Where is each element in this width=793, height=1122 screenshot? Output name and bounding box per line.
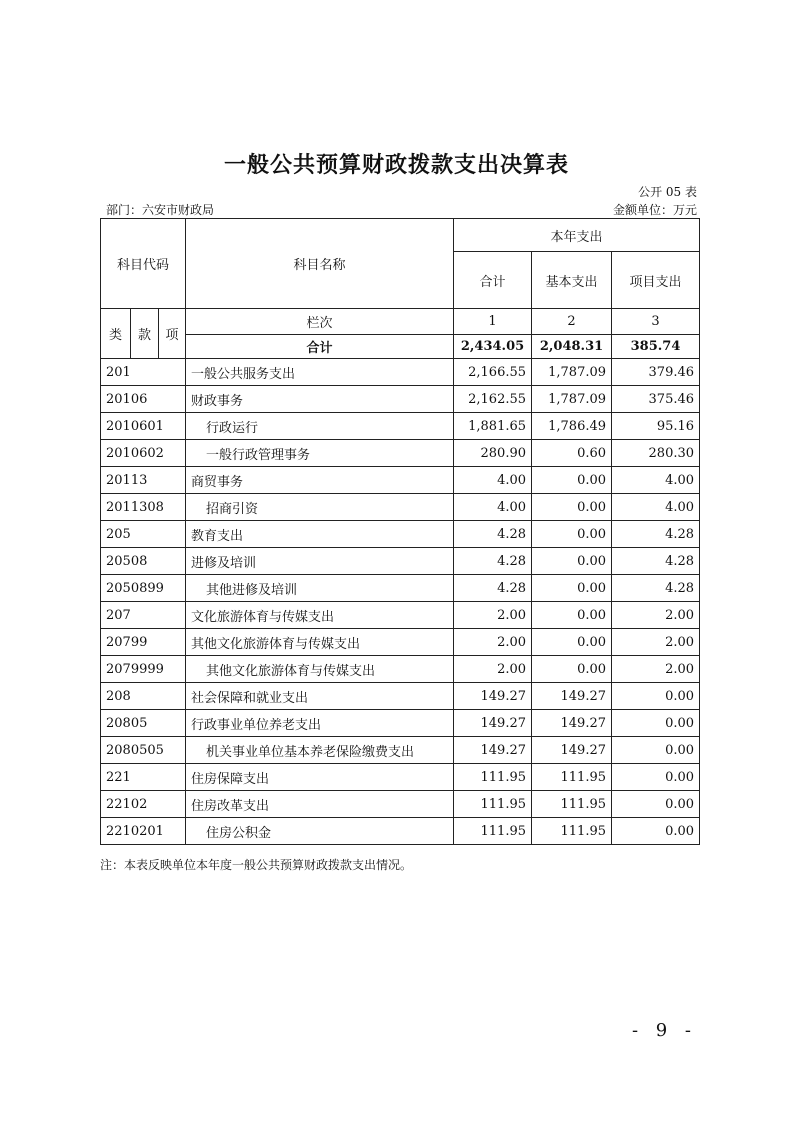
row-basic: 1,787.09 [532,359,612,386]
table-row [101,521,700,548]
header-col2: 2 [532,309,612,335]
row-total: 4.00 [454,467,532,494]
row-name: 其他进修及培训 [186,575,454,602]
table-row [101,494,700,521]
row-basic: 0.00 [532,521,612,548]
row-code: 20799 [101,629,186,656]
row-project: 4.28 [612,575,700,602]
row-basic: 1,787.09 [532,386,612,413]
row-code: 2050899 [101,575,186,602]
page-title: 一般公共预算财政拨款支出决算表 [223,153,569,178]
row-basic: 0.00 [532,548,612,575]
table-row [101,413,700,440]
row-total: 111.95 [454,764,532,791]
table-row [101,359,700,386]
row-total: 111.95 [454,818,532,845]
row-basic: 0.00 [532,602,612,629]
row-basic: 149.27 [532,737,612,764]
row-total: 1,881.65 [454,413,532,440]
header-total: 合计 [454,252,532,309]
amount-unit-label: 金额单位：万元 [612,203,697,217]
row-basic: 1,786.49 [532,413,612,440]
row-code: 221 [101,764,186,791]
row-project: 0.00 [612,818,700,845]
row-basic: 0.00 [532,575,612,602]
row-project: 4.00 [612,467,700,494]
row-total: 2.00 [454,629,532,656]
row-project: 375.46 [612,386,700,413]
row-name: 住房改革支出 [186,791,454,818]
row-name: 招商引资 [186,494,454,521]
row-basic: 149.27 [532,710,612,737]
row-total: 149.27 [454,737,532,764]
row-name: 教育支出 [186,521,454,548]
row-total: 111.95 [454,791,532,818]
row-total: 149.27 [454,710,532,737]
row-project: 95.16 [612,413,700,440]
row-code: 22102 [101,791,186,818]
row-total: 2,166.55 [454,359,532,386]
row-name: 机关事业单位基本养老保险缴费支出 [186,737,454,764]
row-project: 4.28 [612,521,700,548]
row-name: 社会保障和就业支出 [186,683,454,710]
table-row [101,737,700,764]
row-name: 其他文化旅游体育与传媒支出 [186,629,454,656]
row-total: 149.27 [454,683,532,710]
row-project: 379.46 [612,359,700,386]
table-header [101,219,700,359]
row-name: 进修及培训 [186,548,454,575]
row-total: 4.28 [454,548,532,575]
row-basic: 0.00 [532,629,612,656]
row-total: 4.28 [454,521,532,548]
header-current-year: 本年支出 [454,219,700,252]
sum-label: 合计 [186,335,454,359]
table-row [101,575,700,602]
row-project: 0.00 [612,737,700,764]
table-note: 注：本表反映单位本年度一般公共预算财政拨款支出情况。 [100,858,413,872]
table-row [101,602,700,629]
row-basic: 111.95 [532,818,612,845]
row-name: 一般行政管理事务 [186,440,454,467]
row-code: 20113 [101,467,186,494]
row-name: 行政事业单位养老支出 [186,710,454,737]
row-name: 财政事务 [186,386,454,413]
table-row [101,548,700,575]
page-number: - 9 - [631,1020,697,1041]
header-xiang: 项 [159,309,186,359]
table-row [101,818,700,845]
form-number: 公开 05 表 [638,185,697,199]
row-project: 0.00 [612,710,700,737]
row-basic: 0.00 [532,494,612,521]
row-code: 2079999 [101,656,186,683]
row-project: 2.00 [612,629,700,656]
row-code: 20508 [101,548,186,575]
row-code: 201 [101,359,186,386]
row-project: 0.00 [612,764,700,791]
header-lei: 类 [101,309,131,359]
row-project: 280.30 [612,440,700,467]
table-row [101,710,700,737]
row-total: 4.28 [454,575,532,602]
row-name: 住房公积金 [186,818,454,845]
row-code: 20106 [101,386,186,413]
row-total: 2.00 [454,602,532,629]
table-row [101,440,700,467]
row-basic: 111.95 [532,764,612,791]
expenditure-table [100,218,700,845]
row-name: 其他文化旅游体育与传媒支出 [186,656,454,683]
row-code: 2010602 [101,440,186,467]
sum-project: 385.74 [612,335,700,359]
table-row [101,386,700,413]
table-row [101,629,700,656]
table-row [101,791,700,818]
row-project: 0.00 [612,791,700,818]
header-name: 科目名称 [186,219,454,309]
header-kuan: 款 [131,309,159,359]
row-code: 2210201 [101,818,186,845]
row-basic: 0.00 [532,656,612,683]
table-body [101,359,700,845]
row-name: 文化旅游体育与传媒支出 [186,602,454,629]
row-total: 280.90 [454,440,532,467]
row-basic: 149.27 [532,683,612,710]
sum-basic: 2,048.31 [532,335,612,359]
row-project: 4.28 [612,548,700,575]
department-label: 部门：六安市财政局 [106,203,215,217]
row-basic: 0.60 [532,440,612,467]
row-code: 20805 [101,710,186,737]
header-column-label: 栏次 [186,309,454,335]
row-code: 207 [101,602,186,629]
header-col3: 3 [612,309,700,335]
row-name: 一般公共服务支出 [186,359,454,386]
header-basic: 基本支出 [532,252,612,309]
row-code: 205 [101,521,186,548]
row-total: 2,162.55 [454,386,532,413]
row-basic: 0.00 [532,467,612,494]
row-project: 0.00 [612,683,700,710]
row-name: 行政运行 [186,413,454,440]
row-name: 住房保障支出 [186,764,454,791]
row-code: 2080505 [101,737,186,764]
row-project: 2.00 [612,656,700,683]
header-col1: 1 [454,309,532,335]
row-basic: 111.95 [532,791,612,818]
header-project: 项目支出 [612,252,700,309]
row-project: 2.00 [612,602,700,629]
row-total: 4.00 [454,494,532,521]
row-code: 208 [101,683,186,710]
table-row [101,656,700,683]
row-name: 商贸事务 [186,467,454,494]
table-row [101,764,700,791]
table-row [101,467,700,494]
row-total: 2.00 [454,656,532,683]
table-row [101,683,700,710]
sum-total: 2,434.05 [454,335,532,359]
row-code: 2011308 [101,494,186,521]
row-project: 4.00 [612,494,700,521]
header-code: 科目代码 [101,219,186,309]
row-code: 2010601 [101,413,186,440]
